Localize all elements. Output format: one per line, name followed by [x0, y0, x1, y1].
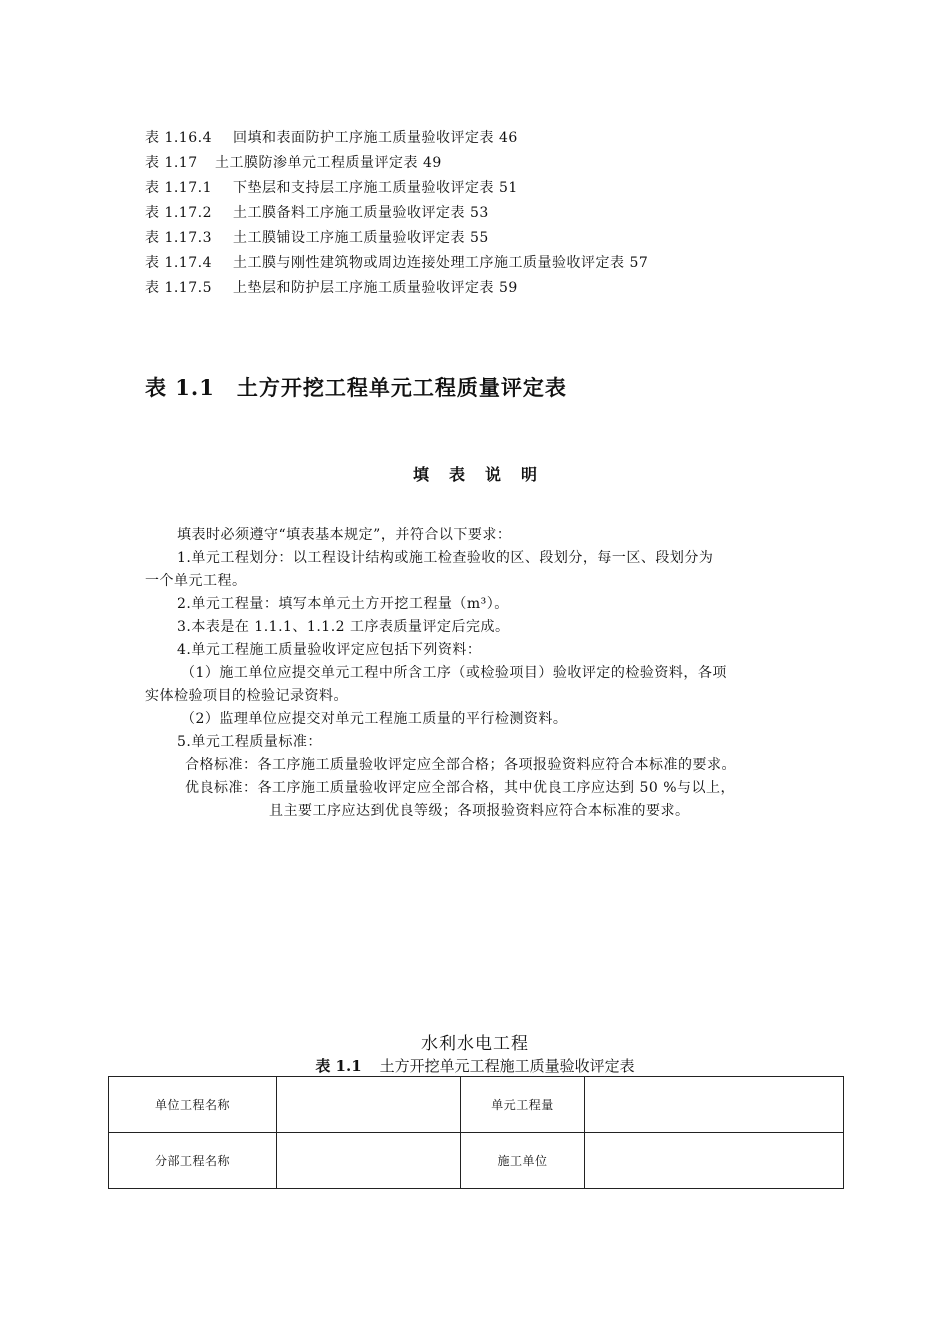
- table-row: [109, 1077, 844, 1133]
- instructions-body: [145, 524, 825, 823]
- instruction-line: 优良标准：各工序施工质量验收评定应全部合格，其中优良工序应达到 50 %与以上，: [185, 780, 736, 796]
- toc-entry[interactable]: [145, 126, 845, 151]
- instruction-line: 填表时必须遵守“填表基本规定”，并符合以下要求：: [177, 527, 512, 543]
- instruction-line: 实体检验项目的检验记录资料。: [145, 688, 348, 704]
- instruction-line: 一个单元工程。: [145, 573, 247, 589]
- toc-entry-number: 表 1.17: [145, 155, 198, 171]
- sub-project-name-field[interactable]: [277, 1133, 461, 1189]
- toc-entry-number: 表 1.17.3: [145, 230, 212, 246]
- toc-entry-text: 土工膜备料工序施工质量验收评定表 53: [233, 205, 489, 221]
- section-title: [145, 372, 567, 402]
- toc-entry-number: 表 1.16.4: [145, 130, 212, 146]
- toc-entry[interactable]: [145, 201, 845, 226]
- unit-quantity-field[interactable]: [585, 1077, 844, 1133]
- toc-entry-text: 土工膜防渗单元工程质量评定表 49: [215, 155, 442, 171]
- toc-entry-text: 下垫层和支持层工序施工质量验收评定表 51: [233, 180, 518, 196]
- instructions-heading: 填表说明: [412, 465, 557, 484]
- table-row: [109, 1133, 844, 1189]
- instruction-line: 且主要工序应达到优良等级；各项报验资料应符合本标准的要求。: [269, 803, 690, 819]
- instruction-line: 5.单元工程质量标准：: [177, 734, 322, 750]
- toc-entry[interactable]: [145, 276, 845, 301]
- contractor-field[interactable]: [585, 1133, 844, 1189]
- table-caption: [0, 1055, 950, 1076]
- toc-entry-text: 土工膜与刚性建筑物或周边连接处理工序施工质量验收评定表 57: [233, 255, 649, 271]
- table-of-contents: [145, 126, 845, 301]
- field-label: 分部工程名称: [109, 1133, 277, 1189]
- instruction-line: （1）施工单位应提交单元工程中所含工序（或检验项目）验收评定的检验资料，各项: [181, 665, 727, 681]
- toc-entry-number: 表 1.17.4: [145, 255, 212, 271]
- toc-entry-number: 表 1.17.1: [145, 180, 212, 196]
- instruction-line: 合格标准：各工序施工质量验收评定应全部合格；各项报验资料应符合本标准的要求。: [185, 757, 736, 773]
- unit-project-name-field[interactable]: [277, 1077, 461, 1133]
- toc-entry[interactable]: [145, 251, 845, 276]
- toc-entry-text: 回填和表面防护工序施工质量验收评定表 46: [233, 130, 518, 146]
- field-label: 施工单位: [461, 1133, 585, 1189]
- table-caption-number: 表 1.1: [315, 1057, 362, 1075]
- toc-entry[interactable]: [145, 226, 845, 251]
- instruction-line: 1.单元工程划分：以工程设计结构或施工检查验收的区、段划分，每一区、段划分为: [177, 550, 714, 566]
- instruction-line: 3.本表是在 1.1.1、1.1.2 工序表质量评定后完成。: [177, 619, 510, 635]
- evaluation-form-table: [108, 1076, 844, 1189]
- toc-entry-text: 上垫层和防护层工序施工质量验收评定表 59: [233, 280, 518, 296]
- instruction-line: （2）监理单位应提交对单元工程施工质量的平行检测资料。: [181, 711, 568, 727]
- table-caption-project: 水利水电工程: [421, 1034, 529, 1054]
- toc-entry[interactable]: [145, 151, 845, 176]
- table-caption-title: 土方开挖单元工程施工质量验收评定表: [379, 1057, 635, 1075]
- toc-entry-number: 表 1.17.2: [145, 205, 212, 221]
- field-label: 单位工程名称: [109, 1077, 277, 1133]
- instruction-line: 4.单元工程施工质量验收评定应包括下列资料：: [177, 642, 482, 658]
- section-title-text: 土方开挖工程单元工程质量评定表: [236, 375, 567, 400]
- field-label: 单元工程量: [461, 1077, 585, 1133]
- section-number: 表 1.1: [145, 375, 215, 400]
- toc-entry-text: 土工膜铺设工序施工质量验收评定表 55: [233, 230, 489, 246]
- toc-entry[interactable]: [145, 176, 845, 201]
- toc-entry-number: 表 1.17.5: [145, 280, 212, 296]
- instruction-line: 2.单元工程量：填写本单元土方开挖工程量（m³）。: [177, 596, 509, 612]
